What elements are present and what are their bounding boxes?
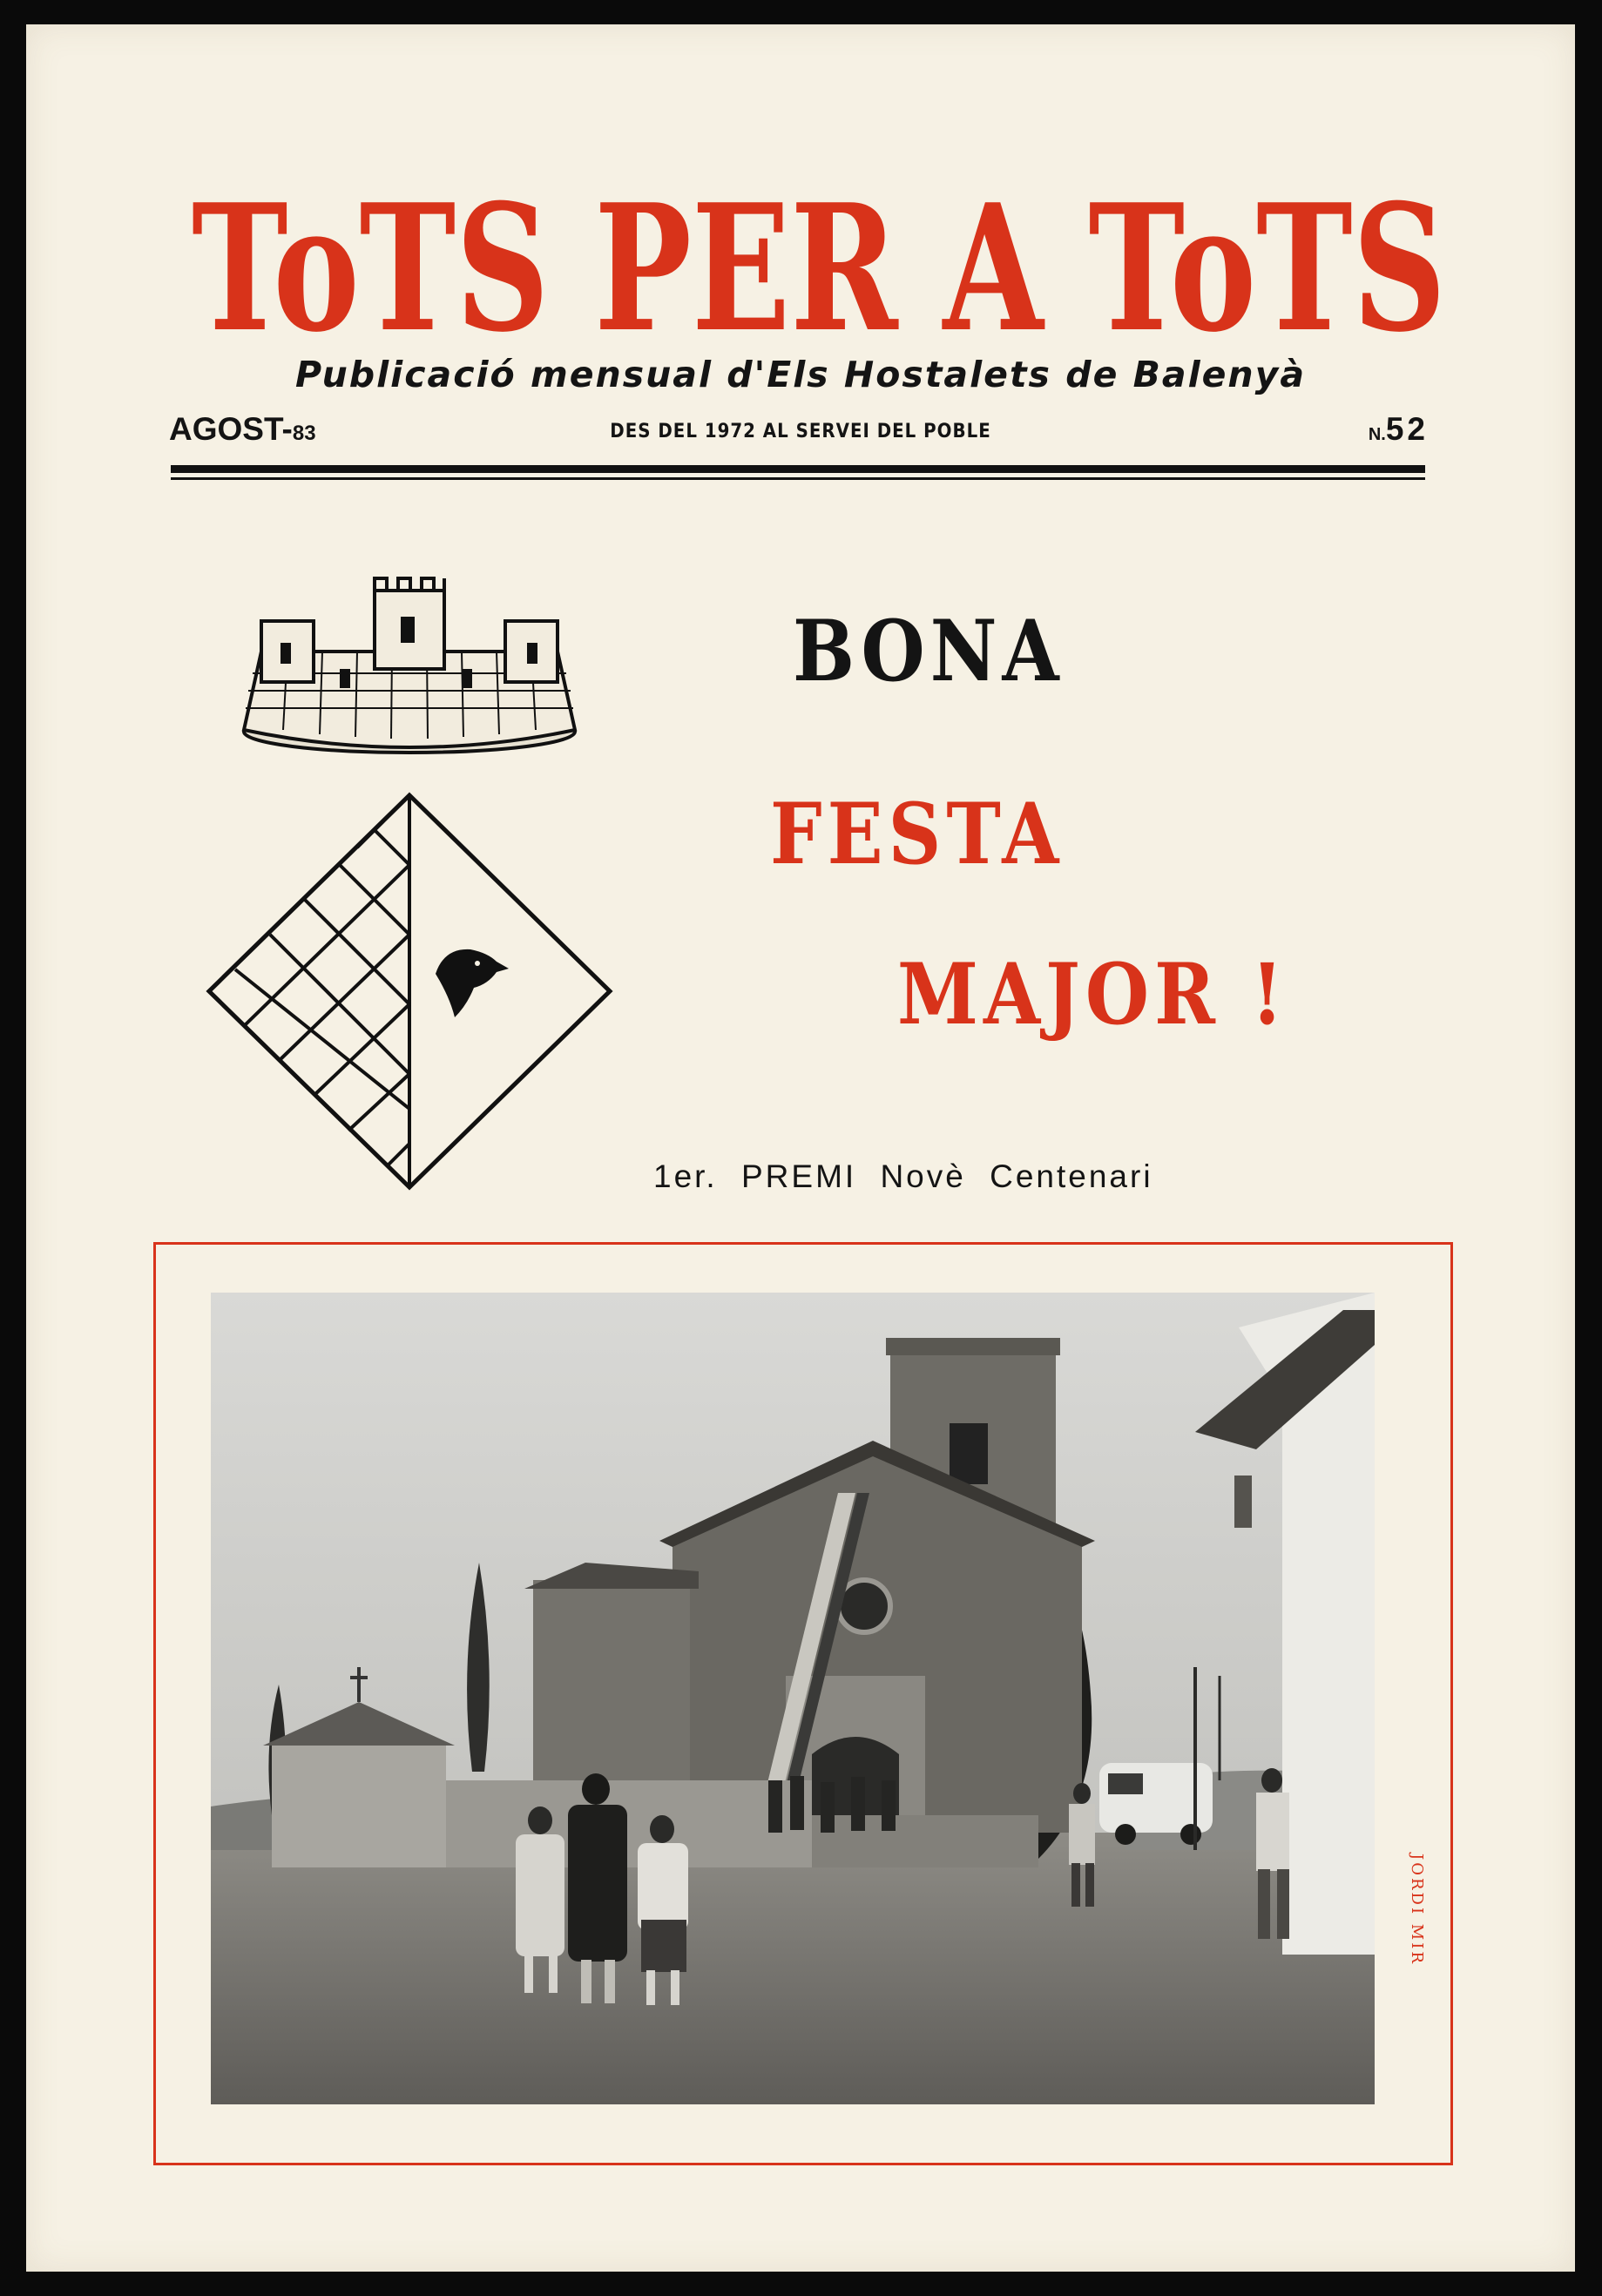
issue-number xyxy=(1369,411,1429,448)
issue-year: 83 xyxy=(292,422,316,445)
header-rule-thin xyxy=(171,477,1425,480)
eagle-head-icon xyxy=(436,949,509,1017)
header-rule-thick xyxy=(171,465,1425,473)
masthead-title-text: ToTS PER A ToTS xyxy=(192,166,1446,355)
photo-credit: JORDI MIR xyxy=(1408,1854,1426,1966)
greeting-line-major: MAJOR ! xyxy=(897,944,1288,1043)
publication-subtitle: Publicació mensual d'Els Hostalets de Balenyà xyxy=(294,354,1307,395)
magazine-cover xyxy=(26,24,1575,2272)
church-photo xyxy=(211,1293,1375,2104)
lozenge-coat-of-arms-icon xyxy=(209,795,610,1187)
issue-month: AGOST- xyxy=(169,411,293,447)
coat-of-arms xyxy=(200,564,645,1209)
greeting-line-bona: BONA xyxy=(793,601,1065,700)
issue-number-label: N. xyxy=(1368,425,1386,444)
mural-crown-icon xyxy=(244,578,575,753)
tagline: DES DEL 1972 AL SERVEI DEL POBLE xyxy=(610,421,991,442)
issue-number-value: 52 xyxy=(1385,411,1429,447)
prize-caption: 1er. PREMI Novè Centenari xyxy=(653,1158,1153,1194)
greeting-line-festa: FESTA xyxy=(770,784,1065,883)
masthead-title xyxy=(183,164,1455,355)
